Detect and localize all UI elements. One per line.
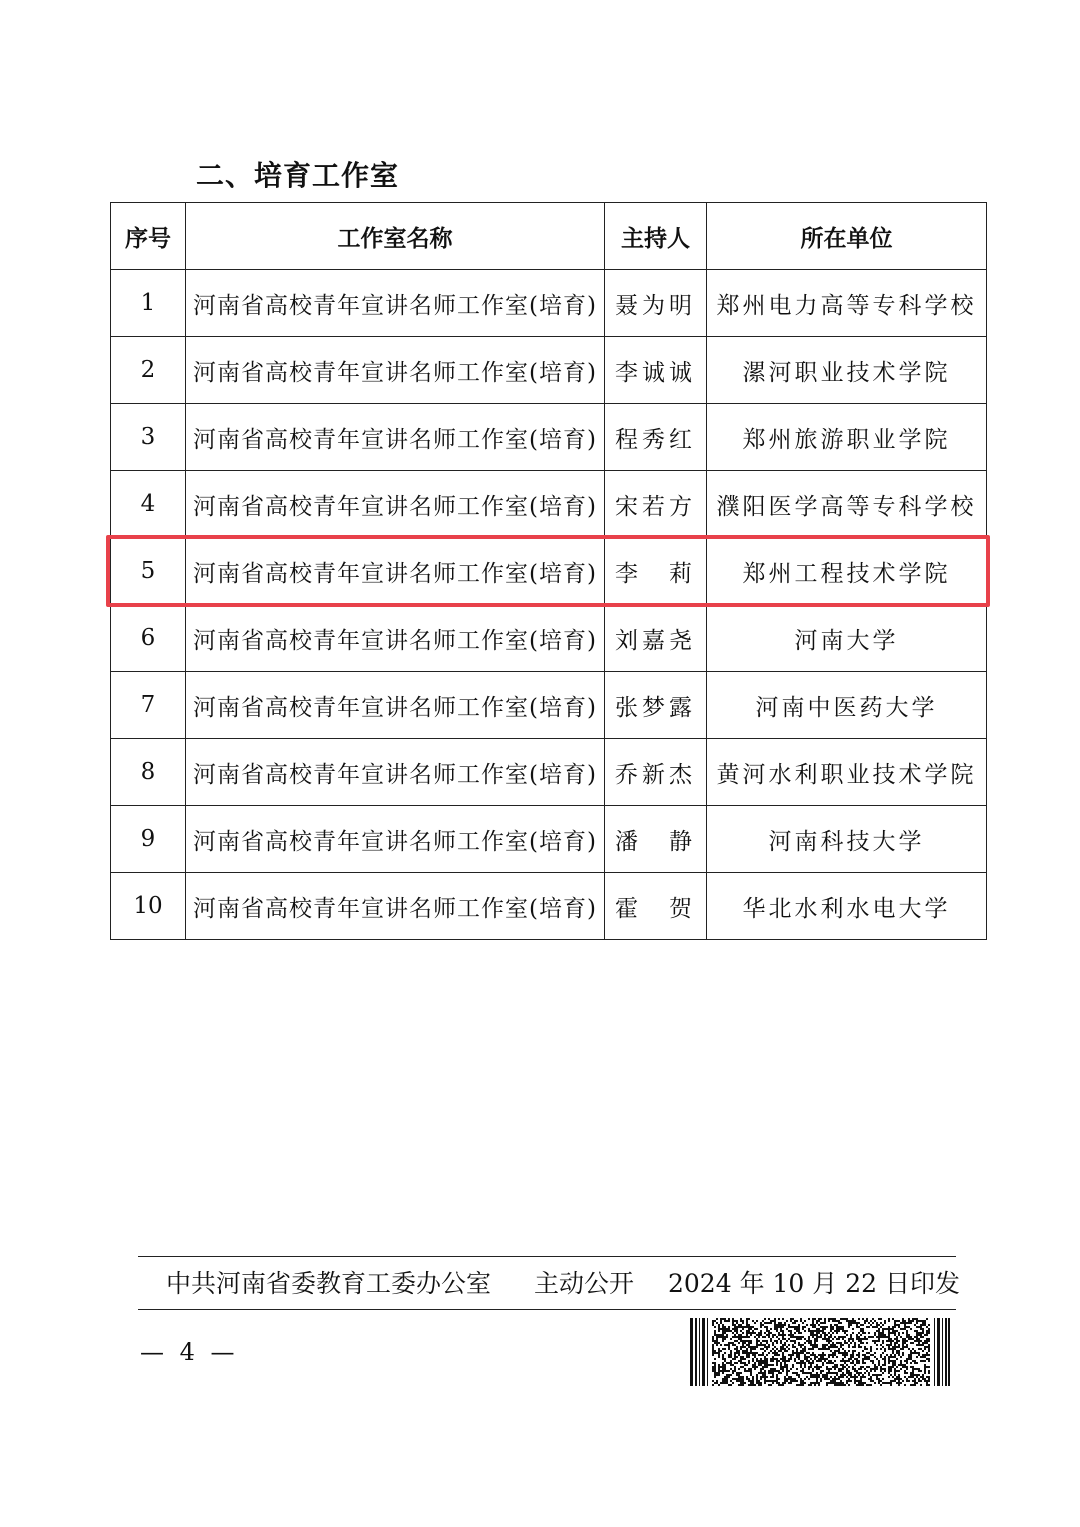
cell-host: 李诚诚 — [605, 337, 707, 404]
footer-date: 2024 年 10 月 22 日印发 — [668, 1269, 960, 1298]
cell-no: 5 — [111, 538, 186, 605]
footer-issuer: 中共河南省委教育工委办公室 — [166, 1269, 492, 1298]
table-row — [111, 471, 987, 538]
cell-no: 2 — [111, 337, 186, 404]
cell-no: 6 — [111, 605, 186, 672]
table-row-highlighted — [111, 538, 987, 605]
cell-no: 1 — [111, 270, 186, 337]
cell-no: 7 — [111, 672, 186, 739]
footer-top-rule — [138, 1256, 956, 1257]
table-row — [111, 337, 987, 404]
cell-studio-name: 河南省高校青年宣讲名师工作室(培育) — [186, 672, 605, 739]
cell-studio-name: 河南省高校青年宣讲名师工作室(培育) — [186, 806, 605, 873]
cell-host: 聂为明 — [605, 270, 707, 337]
cell-unit: 郑州旅游职业学院 — [707, 404, 987, 471]
cell-unit: 漯河职业技术学院 — [707, 337, 987, 404]
cell-no: 4 — [111, 471, 186, 538]
cell-studio-name: 河南省高校青年宣讲名师工作室(培育) — [186, 739, 605, 806]
cell-unit: 黄河水利职业技术学院 — [707, 739, 987, 806]
cell-host: 程秀红 — [605, 404, 707, 471]
page-number: — 4 — — [140, 1338, 239, 1366]
cell-studio-name: 河南省高校青年宣讲名师工作室(培育) — [186, 404, 605, 471]
header-host: 主持人 — [605, 203, 707, 270]
table-row — [111, 605, 987, 672]
cell-host: 宋若方 — [605, 471, 707, 538]
cell-host: 潘 静 — [605, 806, 707, 873]
footer-disclosure: 主动公开 — [534, 1269, 635, 1298]
cell-host: 霍 贺 — [605, 873, 707, 940]
cell-no: 10 — [111, 873, 186, 940]
cell-studio-name: 河南省高校青年宣讲名师工作室(培育) — [186, 337, 605, 404]
cell-unit: 河南中医药大学 — [707, 672, 987, 739]
cell-studio-name: 河南省高校青年宣讲名师工作室(培育) — [186, 270, 605, 337]
table-row — [111, 270, 987, 337]
cell-no: 3 — [111, 404, 186, 471]
cell-no: 8 — [111, 739, 186, 806]
cell-host: 张梦露 — [605, 672, 707, 739]
cell-unit: 濮阳医学高等专科学校 — [707, 471, 987, 538]
table-header-row — [111, 203, 987, 270]
cell-host: 李 莉 — [605, 538, 707, 605]
cell-studio-name: 河南省高校青年宣讲名师工作室(培育) — [186, 538, 605, 605]
cell-unit: 华北水利水电大学 — [707, 873, 987, 940]
cell-unit: 河南科技大学 — [707, 806, 987, 873]
table-row — [111, 739, 987, 806]
cell-host: 乔新杰 — [605, 739, 707, 806]
cell-unit: 郑州电力高等专科学校 — [707, 270, 987, 337]
header-no: 序号 — [111, 203, 186, 270]
table-row — [111, 672, 987, 739]
cell-unit: 河南大学 — [707, 605, 987, 672]
cell-studio-name: 河南省高校青年宣讲名师工作室(培育) — [186, 471, 605, 538]
cell-studio-name: 河南省高校青年宣讲名师工作室(培育) — [186, 605, 605, 672]
cell-host: 刘嘉尧 — [605, 605, 707, 672]
cell-studio-name: 河南省高校青年宣讲名师工作室(培育) — [186, 873, 605, 940]
cell-no: 9 — [111, 806, 186, 873]
footer-bottom-rule — [138, 1309, 956, 1310]
table-row — [111, 873, 987, 940]
section-title: 二、培育工作室 — [196, 159, 400, 192]
header-unit: 所在单位 — [707, 203, 987, 270]
barcode-image — [690, 1318, 950, 1386]
studio-table — [110, 202, 987, 940]
table-row — [111, 806, 987, 873]
cell-unit: 郑州工程技术学院 — [707, 538, 987, 605]
table-row — [111, 404, 987, 471]
header-studio-name: 工作室名称 — [186, 203, 605, 270]
footer-issue-line — [138, 1262, 960, 1306]
